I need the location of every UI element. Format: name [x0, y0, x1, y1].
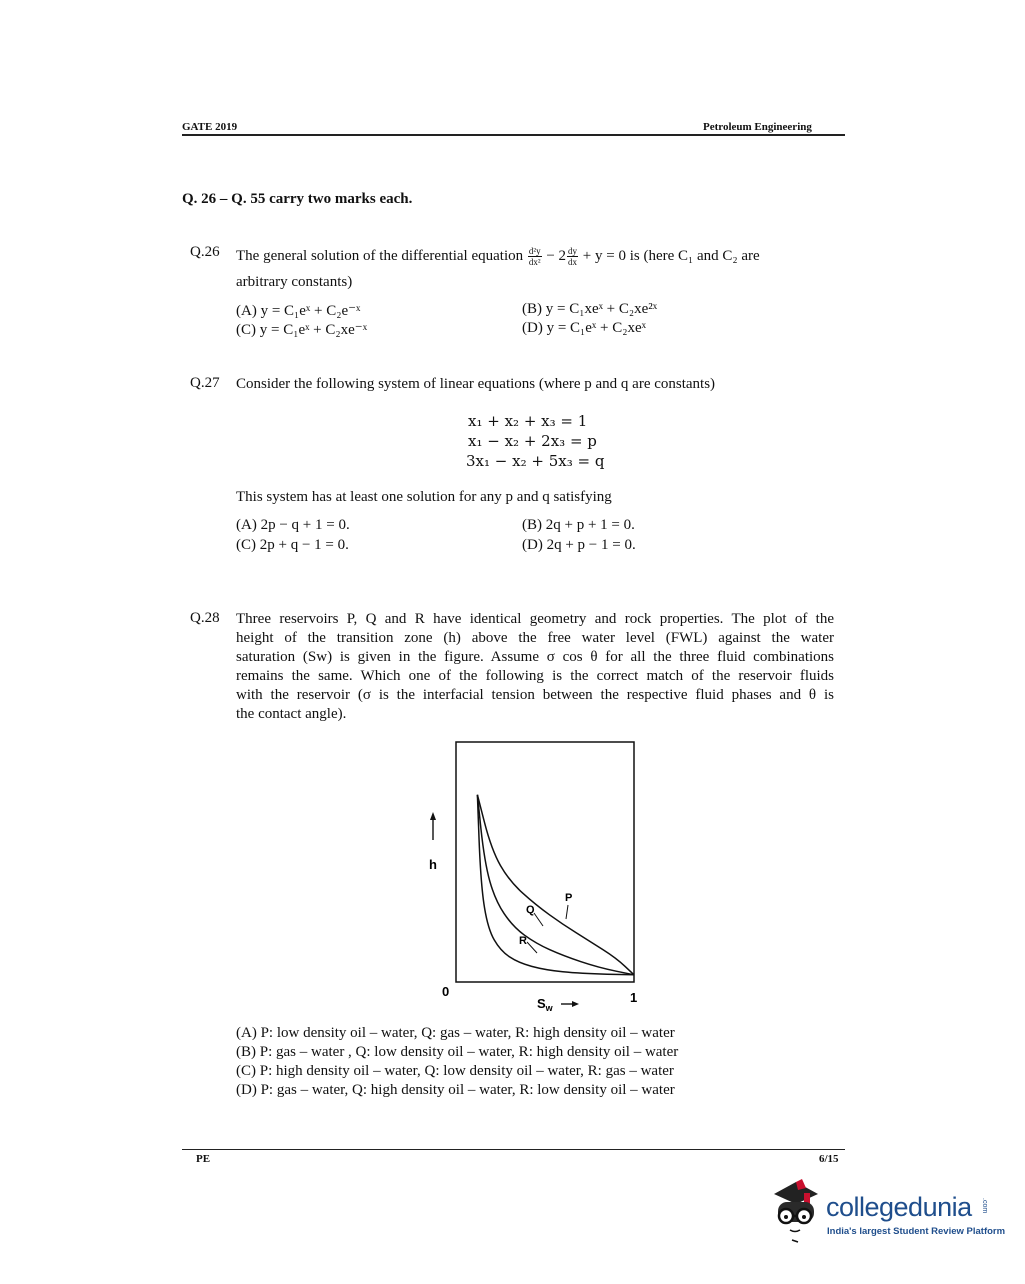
mascot-icon	[766, 1178, 824, 1244]
q27-option-a[interactable]: (A) 2p − q + 1 = 0.	[236, 517, 350, 533]
q28-option-b[interactable]: (B) P: gas – water , Q: low density oil – water, R: high density oil – water	[236, 1044, 679, 1060]
q27-condition: This system has at least one solution for any p and q satisfying	[236, 489, 612, 505]
q26-second-derivative	[528, 246, 542, 267]
q26-line1	[236, 246, 760, 267]
pointer-r	[527, 942, 537, 953]
pointer-p	[566, 905, 568, 919]
q28-option-c[interactable]: (C) P: high density oil – water, Q: low density oil – water, R: gas – water	[236, 1063, 674, 1079]
section-title: Q. 26 – Q. 55 carry two marks each.	[182, 191, 413, 207]
q27-number: Q.27	[190, 375, 220, 391]
q28-line-2: height of the transition zone (h) above the free water level (FWL) against the water	[236, 630, 834, 646]
q28-option-a[interactable]: (A) P: low density oil – water, Q: gas – water, R: high density oil – water	[236, 1025, 675, 1041]
brand-suffix: .com	[981, 1198, 988, 1214]
header-right: Petroleum Engineering	[703, 121, 812, 133]
q26-text-after: + y = 0 is (here C₁ and C₂ are	[582, 247, 760, 264]
q27-equation-3: 3x₁ − x₂ + 5x₃ = q	[466, 452, 605, 470]
q28-line-1: Three reservoirs P, Q and R have identical geometry and rock properties. The plot of the	[236, 611, 834, 627]
x-end-label: 1	[630, 990, 638, 1005]
frac-num: d²y	[528, 246, 541, 256]
q27-option-b[interactable]: (B) 2q + p + 1 = 0.	[522, 517, 635, 533]
q26-line2: arbitrary constants)	[236, 274, 353, 290]
q26-option-c[interactable]: (C) y = C₁eˣ + C₂xe⁻ˣ	[236, 322, 368, 338]
figure-frame	[456, 742, 634, 982]
pointer-q	[534, 913, 543, 926]
h-axis-arrow	[430, 812, 436, 840]
q26-text-before: The general solution of the differential equation	[236, 247, 524, 264]
curve-r	[477, 795, 634, 975]
q28-line-6: the contact angle).	[236, 706, 347, 722]
curve-p	[477, 795, 634, 975]
header-left: GATE 2019	[182, 121, 238, 133]
frac-den: dx	[568, 257, 578, 267]
q26-first-derivative	[567, 246, 578, 267]
q26-minus-two: − 2	[546, 247, 567, 264]
q27-option-d[interactable]: (D) 2q + p − 1 = 0.	[522, 537, 636, 553]
curve-label-p: P	[565, 892, 573, 904]
header-rule	[182, 134, 845, 136]
q26-option-a[interactable]: (A) y = C₁eˣ + C₂e⁻ˣ	[236, 303, 361, 319]
sw-axis-arrow	[561, 1001, 579, 1007]
q28-figure	[420, 735, 650, 1015]
q28-body	[236, 610, 834, 724]
q28-number: Q.28	[190, 610, 220, 626]
frac-den: dx²	[528, 257, 541, 267]
brand-tagline: India's largest Student Review Platform	[827, 1226, 1006, 1237]
q26-option-d[interactable]: (D) y = C₁eˣ + C₂xeˣ	[522, 320, 646, 336]
q27-equation-2: x₁ − x₂ + 2x₃ = p	[468, 432, 597, 450]
curve-label-q: Q	[526, 904, 535, 916]
x-origin-label: 0	[442, 984, 450, 999]
brand-logo[interactable]	[766, 1178, 1016, 1248]
q28-line-3: saturation (Sw) is given in the figure. Assume σ cos θ for all the three fluid combinations	[236, 649, 834, 665]
x-axis-label: $S_w$	[537, 996, 553, 1013]
footer-rule	[182, 1149, 845, 1150]
q27-equation-1: x₁ + x₂ + x₃ = 1	[468, 412, 588, 430]
q28-line-5: with the reservoir (σ is the interfacial tension between the respective fluid phases and θ is	[236, 687, 834, 703]
q26-number: Q.26	[190, 244, 220, 260]
footer-left: PE	[196, 1153, 211, 1165]
q28-option-d[interactable]: (D) P: gas – water, Q: high density oil – water, R: low density oil – water	[236, 1082, 675, 1098]
y-axis-label: h	[429, 857, 437, 872]
q27-text: Consider the following system of linear equations (where p and q are constants)	[236, 376, 716, 392]
footer-right: 6/15	[819, 1153, 839, 1165]
q27-option-c[interactable]: (C) 2p + q − 1 = 0.	[236, 537, 349, 553]
curve-label-r: R	[519, 935, 527, 947]
curve-q	[477, 795, 634, 975]
brand-name: collegedunia	[826, 1192, 972, 1222]
q28-line-4: remains the same. Which one of the following is the correct match of the reservoir fluids	[236, 668, 834, 684]
q26-option-b[interactable]: (B) y = C₁xeˣ + C₂xe²ˣ	[522, 301, 658, 317]
frac-num: dy	[568, 246, 578, 256]
